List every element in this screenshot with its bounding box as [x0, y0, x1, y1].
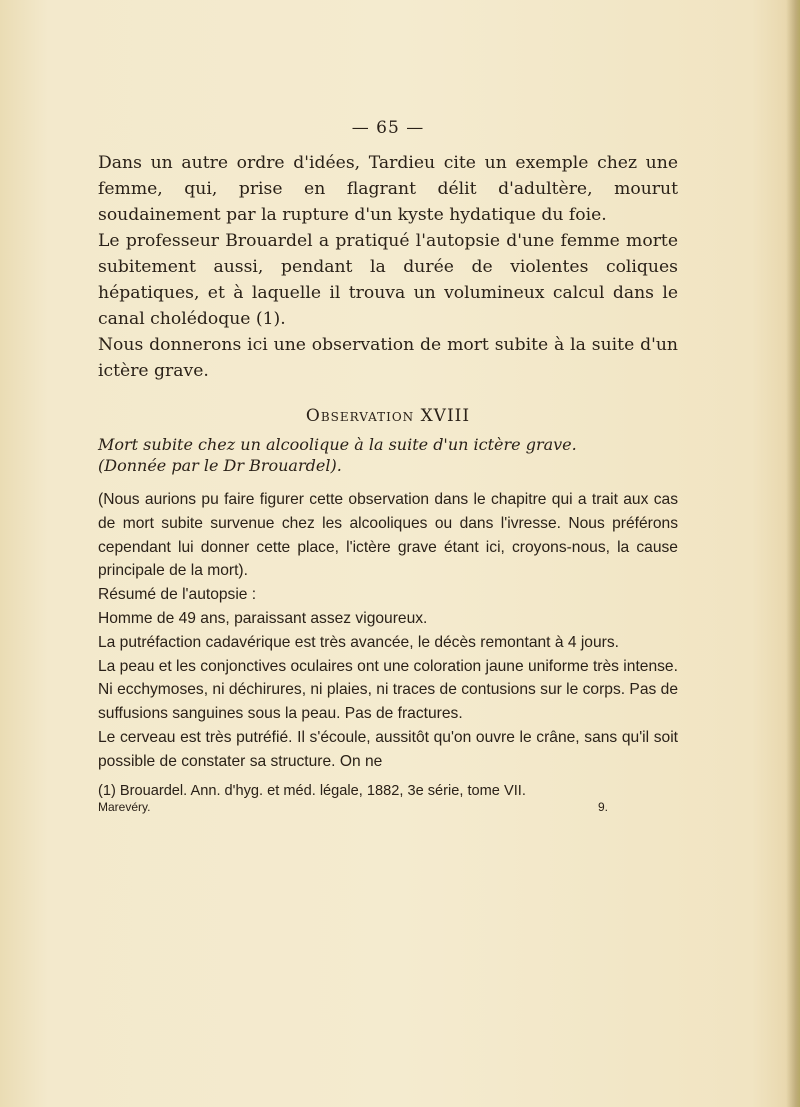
observation-paragraph-4: La putréfaction cadavérique est très avancée, le décès remontant à 4 jours. [98, 633, 619, 651]
intro-paragraph-3: Nous donnerons ici une observation de mort subite à la suite d'un ictère grave. [98, 335, 678, 381]
observation-paragraph-5: La peau et les conjonctives oculaires ont une coloration jaune uniforme très intense. [98, 657, 678, 675]
intro-paragraph-2: Le professeur Brouardel a pratiqué l'autopsie d'une femme morte subitement aussi, pendant la durée de violentes coliques hépatiques, et à laquelle il trouva un volumineux calcul dans le canal cholédoque (1). [98, 231, 678, 329]
page-number: — 65 — [351, 118, 425, 138]
page-content [98, 118, 678, 814]
observation-paragraph-7: Le cerveau est très putréfié. Il s'écoule, aussitôt qu'on ouvre le crâne, sans qu'il soit possible de constater sa structure. On ne [98, 728, 678, 770]
observation-title [98, 434, 678, 476]
intro-paragraph-1: Dans un autre ordre d'idées, Tardieu cite un exemple chez une femme, qui, prise en flagrant délit d'adultère, mourut soudainement par la rupture d'un kyste hydatique du foie. [98, 153, 678, 225]
observation-paragraph-1: (Nous aurions pu faire figurer cette observation dans le chapitre qui a trait aux cas de mort subite survenue chez les alcooliques ou dans l'ivresse. Nous préférons cependant lui donner cette place, l'ictère grave étant ici, croyons-nous, la cause principale de la mort). [98, 491, 678, 580]
page-edge [786, 0, 800, 1107]
observation-title-main: Mort subite chez un alcoolique à la suite d'un ictère grave. [98, 435, 577, 454]
footnote: (1) Brouardel. Ann. d'hyg. et méd. légale, 1882, 3e série, tome VII. [98, 782, 526, 799]
signature-right: 9. [597, 799, 608, 814]
section-heading: Observation XVIII [305, 406, 471, 426]
signature-left: Marevéry. [98, 799, 151, 814]
observation-paragraph-3: Homme de 49 ans, paraissant assez vigoureux. [98, 609, 428, 627]
observation-paragraph-6: Ni ecchymoses, ni déchirures, ni plaies, ni traces de contusions sur le corps. Pas de suffusions sanguines sous la peau. Pas de fractures. [98, 681, 678, 723]
signature-row [98, 800, 678, 814]
observation-subtitle: (Donnée par le Dr Brouardel). [98, 456, 342, 475]
observation-paragraph-2: Résumé de l'autopsie : [98, 586, 257, 604]
